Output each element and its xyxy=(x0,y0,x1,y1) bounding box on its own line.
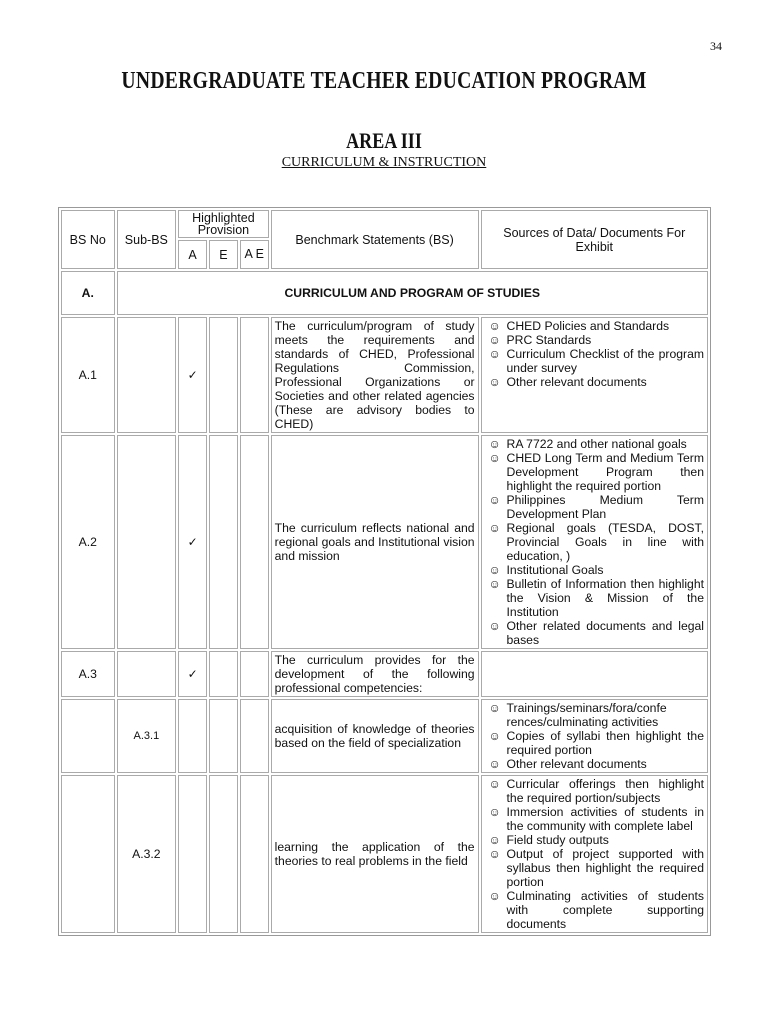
benchmark-statement: The curriculum reflects national and regional goals and Institutional vision and mission xyxy=(271,435,479,649)
check-e xyxy=(209,699,238,773)
source-item xyxy=(485,319,704,333)
source-item xyxy=(485,805,704,833)
sources-cell xyxy=(481,775,708,933)
check-e xyxy=(209,317,238,433)
source-text: RA 7722 and other national goals xyxy=(506,437,687,451)
section-row xyxy=(61,271,708,315)
source-item xyxy=(485,701,704,729)
smiley-icon: ☺ xyxy=(488,577,501,591)
header-a: A xyxy=(178,240,207,269)
table-row xyxy=(61,317,708,433)
smiley-icon: ☺ xyxy=(488,701,501,715)
smiley-icon: ☺ xyxy=(488,619,501,633)
benchmark-statement: The curriculum/program of study meets the requirements and standards of CHED, Professional Regulations Commission, Professional Organizations or Societies and other related agencies (These are advisory bodies to CHED) xyxy=(271,317,479,433)
source-item xyxy=(485,563,704,577)
check-ae xyxy=(240,435,269,649)
source-item xyxy=(485,619,704,647)
sources-cell xyxy=(481,435,708,649)
bs-number: A.3 xyxy=(61,651,115,697)
source-text: Bulletin of Information then highlight the Vision & Mission of the Institution xyxy=(506,577,704,619)
source-text: Output of project supported with syllabus then highlight the required portion xyxy=(506,847,704,889)
bs-number xyxy=(61,699,115,773)
smiley-icon: ☺ xyxy=(488,729,501,743)
source-text: CHED Policies and Standards xyxy=(506,319,670,333)
page-number: 34 xyxy=(710,39,722,53)
source-text: CHED Long Term and Medium Term Development Program then highlight the required portion xyxy=(506,451,704,493)
bs-number: A.2 xyxy=(61,435,115,649)
section-title: CURRICULUM AND PROGRAM OF STUDIES xyxy=(117,271,709,315)
source-text: Other relevant documents xyxy=(506,757,647,771)
smiley-icon: ☺ xyxy=(488,777,501,791)
source-text: Copies of syllabi then highlight the required portion xyxy=(506,729,704,757)
source-item xyxy=(485,577,704,619)
smiley-icon: ☺ xyxy=(488,333,501,347)
check-ae xyxy=(240,317,269,433)
source-text: Institutional Goals xyxy=(506,563,604,577)
source-item xyxy=(485,757,704,771)
table-row xyxy=(61,699,708,773)
sub-bs-number xyxy=(117,435,177,649)
smiley-icon: ☺ xyxy=(488,521,501,535)
sub-bs-number xyxy=(117,317,177,433)
header-benchmark: Benchmark Statements (BS) xyxy=(271,210,479,269)
area-title: AREA III xyxy=(346,128,422,153)
source-item xyxy=(485,347,704,375)
sources-list xyxy=(485,701,704,771)
smiley-icon: ☺ xyxy=(488,347,501,361)
source-text: Other relevant documents xyxy=(506,375,647,389)
sources-cell xyxy=(481,699,708,773)
source-text: PRC Standards xyxy=(506,333,592,347)
header-ae: A E xyxy=(240,240,269,269)
source-item xyxy=(485,521,704,563)
smiley-icon: ☺ xyxy=(488,563,501,577)
source-item xyxy=(485,451,704,493)
benchmark-table xyxy=(58,207,711,936)
bs-number xyxy=(61,775,115,933)
benchmark-statement: acquisition of knowledge of theories based on the field of specialization xyxy=(271,699,479,773)
smiley-icon: ☺ xyxy=(488,451,501,465)
smiley-icon: ☺ xyxy=(488,493,501,507)
source-text: Field study outputs xyxy=(506,833,609,847)
smiley-icon: ☺ xyxy=(488,757,501,771)
source-text: Trainings/seminars/fora/confe rences/culminating activities xyxy=(506,701,667,729)
check-ae xyxy=(240,651,269,697)
check-a xyxy=(178,775,207,933)
source-item xyxy=(485,889,704,931)
table-row xyxy=(61,435,708,649)
source-text: Regional goals (TESDA, DOST, Provincial Goals in line with education, ) xyxy=(506,521,704,563)
source-text: Immersion activities of students in the community with complete label xyxy=(506,805,704,833)
source-text: Culminating activities of students with complete supporting documents xyxy=(506,889,704,931)
source-text: Other related documents and legal bases xyxy=(506,619,704,647)
source-item xyxy=(485,777,704,805)
table-row xyxy=(61,775,708,933)
smiley-icon: ☺ xyxy=(488,847,501,861)
source-item xyxy=(485,493,704,521)
document-title: UNDERGRADUATE TEACHER EDUCATION PROGRAM xyxy=(121,68,647,94)
area-subtitle: CURRICULUM & INSTRUCTION xyxy=(281,155,487,170)
smiley-icon: ☺ xyxy=(488,437,501,451)
smiley-icon: ☺ xyxy=(488,375,501,389)
header-bs-no: BS No xyxy=(61,210,115,269)
header-e: E xyxy=(209,240,238,269)
source-item xyxy=(485,847,704,889)
check-ae xyxy=(240,699,269,773)
check-e xyxy=(209,651,238,697)
check-a: ✓ xyxy=(178,435,207,649)
sources-list xyxy=(485,319,704,389)
header-sub-bs: Sub-BS xyxy=(117,210,177,269)
sources-cell xyxy=(481,651,708,697)
smiley-icon: ☺ xyxy=(488,805,501,819)
table-row xyxy=(61,651,708,697)
benchmark-statement: learning the application of the theories to real problems in the field xyxy=(271,775,479,933)
smiley-icon: ☺ xyxy=(488,319,501,333)
source-item xyxy=(485,375,704,389)
source-text: Philippines Medium Term Development Plan xyxy=(506,493,704,521)
bs-number: A.1 xyxy=(61,317,115,433)
source-item xyxy=(485,833,704,847)
check-ae xyxy=(240,775,269,933)
check-a: ✓ xyxy=(178,651,207,697)
sub-bs-number: A.3.2 xyxy=(117,775,177,933)
check-a: ✓ xyxy=(178,317,207,433)
source-text: Curriculum Checklist of the program under survey xyxy=(506,347,704,375)
smiley-icon: ☺ xyxy=(488,889,501,903)
source-item xyxy=(485,333,704,347)
benchmark-statement: The curriculum provides for the development of the following professional competencies: xyxy=(271,651,479,697)
check-e xyxy=(209,435,238,649)
source-item xyxy=(485,729,704,757)
sub-bs-number xyxy=(117,651,177,697)
smiley-icon: ☺ xyxy=(488,833,501,847)
sources-list xyxy=(485,437,704,647)
check-a xyxy=(178,699,207,773)
source-text: Curricular offerings then highlight the required portion/subjects xyxy=(506,777,704,805)
header-row-1 xyxy=(61,210,708,238)
section-label: A. xyxy=(61,271,115,315)
sources-cell xyxy=(481,317,708,433)
sub-bs-number: A.3.1 xyxy=(117,699,177,773)
check-e xyxy=(209,775,238,933)
header-sources: Sources of Data/ Documents For Exhibit xyxy=(481,210,708,269)
source-item xyxy=(485,437,704,451)
sources-list xyxy=(485,777,704,931)
header-highlighted-provision: Highlighted Provision xyxy=(178,210,268,238)
